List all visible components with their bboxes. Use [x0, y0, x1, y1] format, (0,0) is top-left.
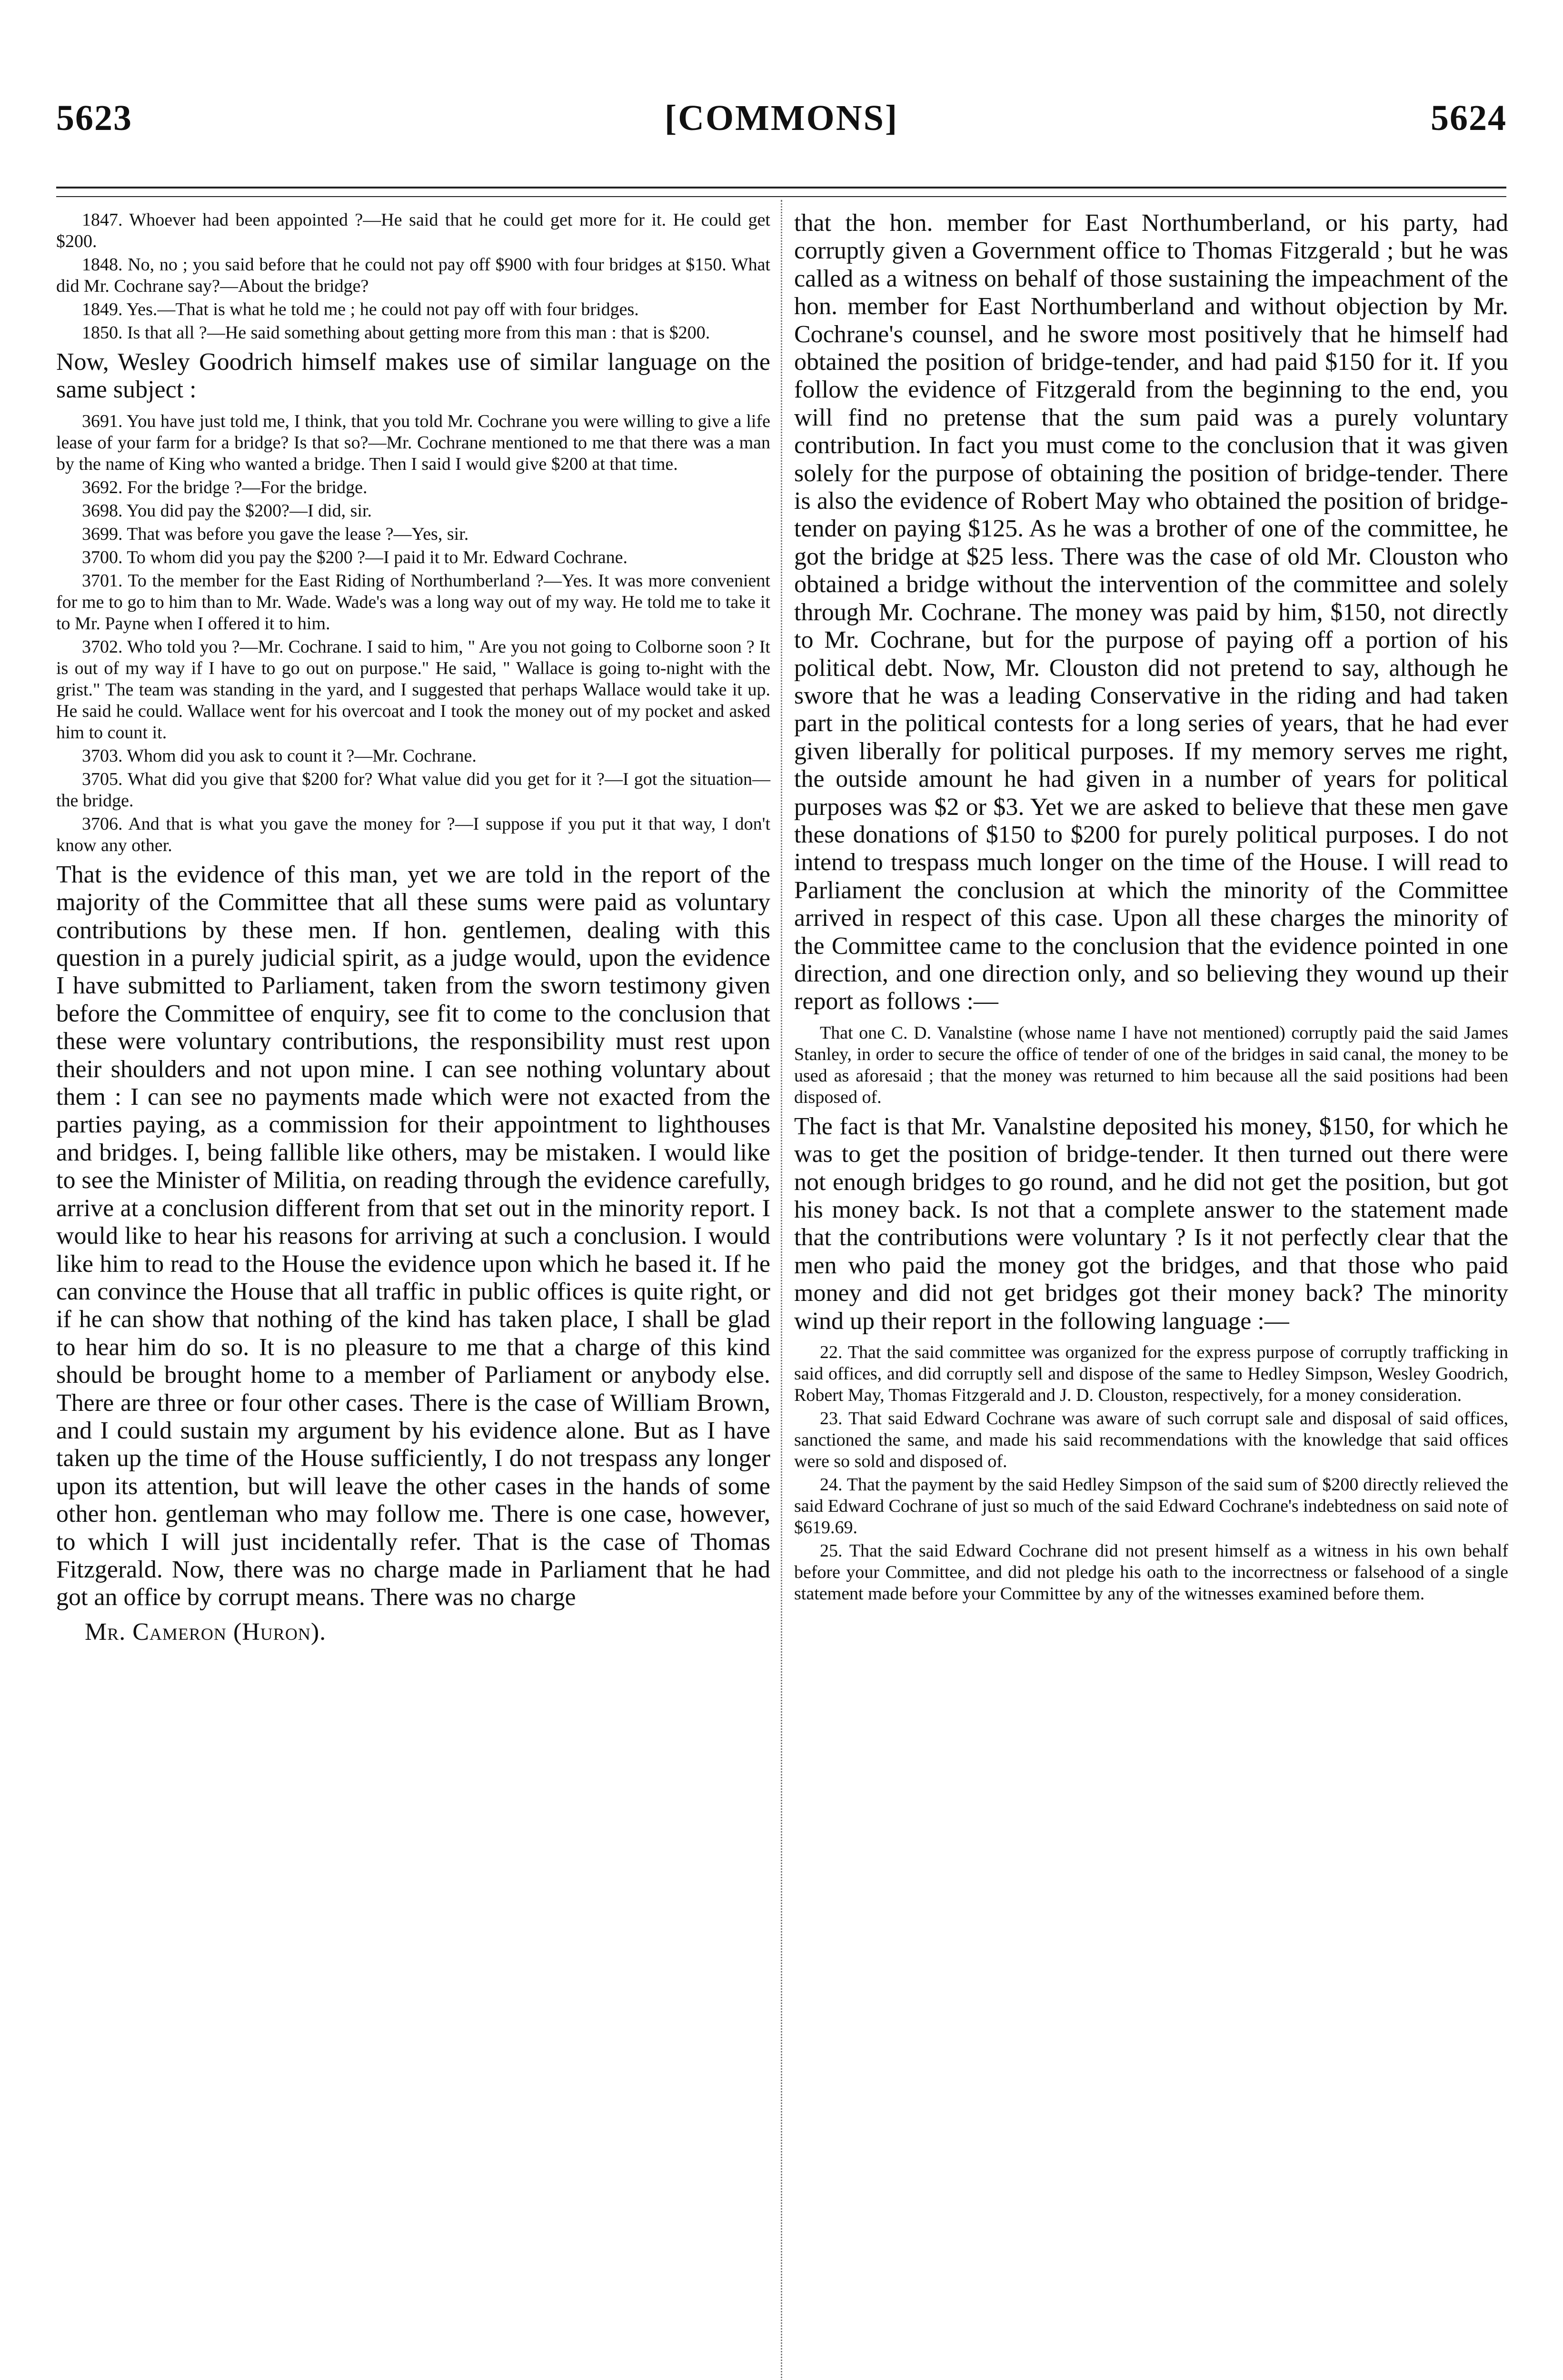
- evidence-qa: 3699. That was before you gave the lease ?—Yes, sir.: [82, 524, 469, 544]
- left-page-number: 5623: [56, 98, 132, 138]
- report-item: 24. That the payment by the said Hedley Simpson of the said sum of $200 directly relieved the said Edward Cochrane of just so much of the said Edward Cochrane's indebtedness on said note of $619.69.: [794, 1475, 1508, 1538]
- header-rule: [56, 187, 1506, 188]
- report-item: 22. That the said committee was organized for the express purpose of corruptly trafficking in said offices, and did corruptly sell and dispose of the same to Hedley Simpson, Wesley Goodrich, Robert May, Thomas Fitzgerald and J. D. Clouston, respectively, for a money consideration.: [794, 1342, 1508, 1406]
- evidence-qa: 1847. Whoever had been appointed ?—He said that he could get more for it. He could get $200.: [56, 210, 770, 251]
- evidence-qa: 3701. To the member for the East Riding of Northumberland ?—Yes. It was more convenient for me to go to him than to Mr. Wade. Wade's was a long way out of my way. He told me to take it to Mr. Payne when I offered it to him.: [56, 570, 770, 634]
- body-paragraph: that the hon. member for East Northumberland, or his party, had corruptly given a Government office to Thomas Fitzgerald ; but he was called as a witness on behalf of those sustaining the impeachment of the hon. member for East Northumberland and without objection by Mr. Cochrane's counsel, and he swore most positively that he himself had obtained the position of bridge-tender, and had paid $150 for it. If you follow the evidence of Fitzgerald from the beginning to the end, you will find no pretense that the sum paid was a purely voluntary contribution. In fact you must come to the conclusion that it was given solely for the purpose of obtaining the position of bridge-tender. There is also the evidence of Robert May who obtained the position of bridge-tender on paying $125. As he was a brother of one of the committee, he got the bridge at $25 less. There was the case of old Mr. Clouston who obtained a bridge without the intervention of the committee and solely through Mr. Cochrane. The money was paid by him, $150, not directly to Mr. Cochrane, but for the purpose of paying off a portion of his political debt. Now, Mr. Clouston did not pretend to say, although he swore that he was a leading Conservative in the riding and had taken part in the political contests for a long series of years, that he had ever given liberally for political purposes. If my memory serves me right, the outside amount he had given in a number of years for political purposes was $2 or $3. Yet we are asked to believe that these men gave these donations of $150 to $200 for purely political purposes. I do not intend to trespass much longer on the time of the House. I will read to Parliament the conclusion at which the minority of the Committee arrived in respect of this case. Upon all these charges the minority of the Committee came to the conclusion that the evidence pointed in one direction, and one direction only, and so believing they wound up their report as follows :—: [794, 209, 1508, 1015]
- evidence-qa: 3691. You have just told me, I think, that you told Mr. Cochrane you were willing to give a life lease of your farm for a bridge? Is that so?—Mr. Cochrane mentioned to me that there was a man by the name of King who wanted a bridge. Then I said I would give $200 at that time.: [56, 411, 770, 474]
- left-column: [56, 209, 770, 1646]
- header-rule-thin: [56, 196, 1506, 197]
- evidence-qa: 3706. And that is what you gave the money for ?—I suppose if you put it that way, I don't know any other.: [56, 813, 770, 855]
- report-item: 25. That the said Edward Cochrane did not present himself as a witness in his own behalf before your Committee, and did not pledge his oath to the incorrectness or falsehood of a single statement made before your Committee by any of the witnesses examined before them.: [794, 1541, 1508, 1604]
- evidence-qa: 1850. Is that all ?—He said something about getting more from this man : that is $200.: [82, 323, 710, 343]
- evidence-qa: 3702. Who told you ?—Mr. Cochrane. I said to him, " Are you not going to Colborne soon ? It is out of my way if I have to go out on purpose." He said, " Wallace is going to-night with the grist." The team was standing in the yard, and I suggested that perhaps Wallace would take it up. He said he could. Wallace went for his overcoat and I took the money out of my pocket and asked him to count it.: [56, 636, 770, 743]
- body-paragraph: The fact is that Mr. Vanalstine deposited his money, $150, for which he was to get the position of bridge-tender. It then turned out there were not enough bridges to go round, and he did not get the position, but got his money back. Is not that a complete answer to the statement made that the contributions were voluntary ? Is it not perfectly clear that the men who paid the money got the bridges, and that those who paid money and did not get bridges got their money back? The minority wind up their report in the following language :—: [794, 1112, 1508, 1335]
- evidence-qa: 3705. What did you give that $200 for? What value did you get for it ?—I got the situation—the bridge.: [56, 769, 770, 811]
- evidence-qa: 1849. Yes.—That is what he told me ; he could not pay off with four bridges.: [82, 299, 639, 319]
- report-item: 23. That said Edward Cochrane was aware of such corrupt sale and disposal of said offices, sanctioned the same, and made his said recommendations with the knowledge that said offices were so sold and disposed of.: [794, 1408, 1508, 1472]
- quoted-report: That one C. D. Vanalstine (whose name I have not mentioned) corruptly paid the said James Stanley, in order to secure the office of tender of one of the bridges in said canal, the money to be used as aforesaid ; that the money was returned to him because all the said positions had been disposed of.: [794, 1022, 1508, 1107]
- right-page-number: 5624: [1431, 98, 1507, 138]
- evidence-qa: 3700. To whom did you pay the $200 ?—I paid it to Mr. Edward Cochrane.: [82, 547, 627, 567]
- evidence-qa: 3698. You did pay the $200?—I did, sir.: [82, 500, 372, 521]
- page-header: [0, 0, 1563, 157]
- speaker-footer: Mr. Cameron (Huron).: [85, 1618, 327, 1646]
- evidence-qa: 1848. No, no ; you said before that he could not pay off $900 with four bridges at $150. What did Mr. Cochrane say?—About the bridge?: [56, 255, 770, 296]
- right-column: [794, 209, 1508, 1606]
- evidence-qa: 3692. For the bridge ?—For the bridge.: [82, 477, 368, 497]
- evidence-qa: 3703. Whom did you ask to count it ?—Mr. Cochrane.: [82, 745, 477, 766]
- body-paragraph: Now, Wesley Goodrich himself makes use of similar language on the same subject :: [56, 348, 770, 404]
- column-divider: [781, 200, 782, 2380]
- running-title: [COMMONS]: [664, 98, 899, 138]
- body-paragraph: That is the evidence of this man, yet we are told in the report of the majority of the Committee that all these sums were paid as voluntary contributions by these men. If hon. gentlemen, dealing with this question in a purely judicial spirit, as a judge would, upon the evidence I have submitted to Parliament, taken from the sworn testimony given before the Committee of enquiry, see fit to come to the conclusion that these were voluntary contributions, the responsibility must rest upon their shoulders and not upon mine. I can see nothing voluntary about them : I can see no payments made which were not exacted from the parties paying, as a commission for their appointment to lighthouses and bridges. I, being fallible like others, may be mistaken. I would like to see the Minister of Militia, on reading through the evidence carefully, arrive at a conclusion different from that set out in the minority report. I would like to hear his reasons for arriving at such a conclusion. I would like him to read to the House the evidence upon which he based it. If he can convince the House that all traffic in public offices is quite right, or if he can show that nothing of the kind has taken place, I shall be glad to hear him do so. It is no pleasure to me that a charge of this kind should be brought home to a member of Parliament or anybody else. There are three or four other cases. There is the case of William Brown, and I could sustain my argument by his evidence alone. But as I have taken up the time of the House sufficiently, I do not trespass any longer upon its attention, but will leave the other cases in the hands of some other hon. gentleman who may follow me. There is one case, however, to which I will just incidentally refer. That is the case of Thomas Fitzgerald. Now, there was no charge made in Parliament that he had got an office by corrupt means. There was no charge: [56, 861, 770, 1611]
